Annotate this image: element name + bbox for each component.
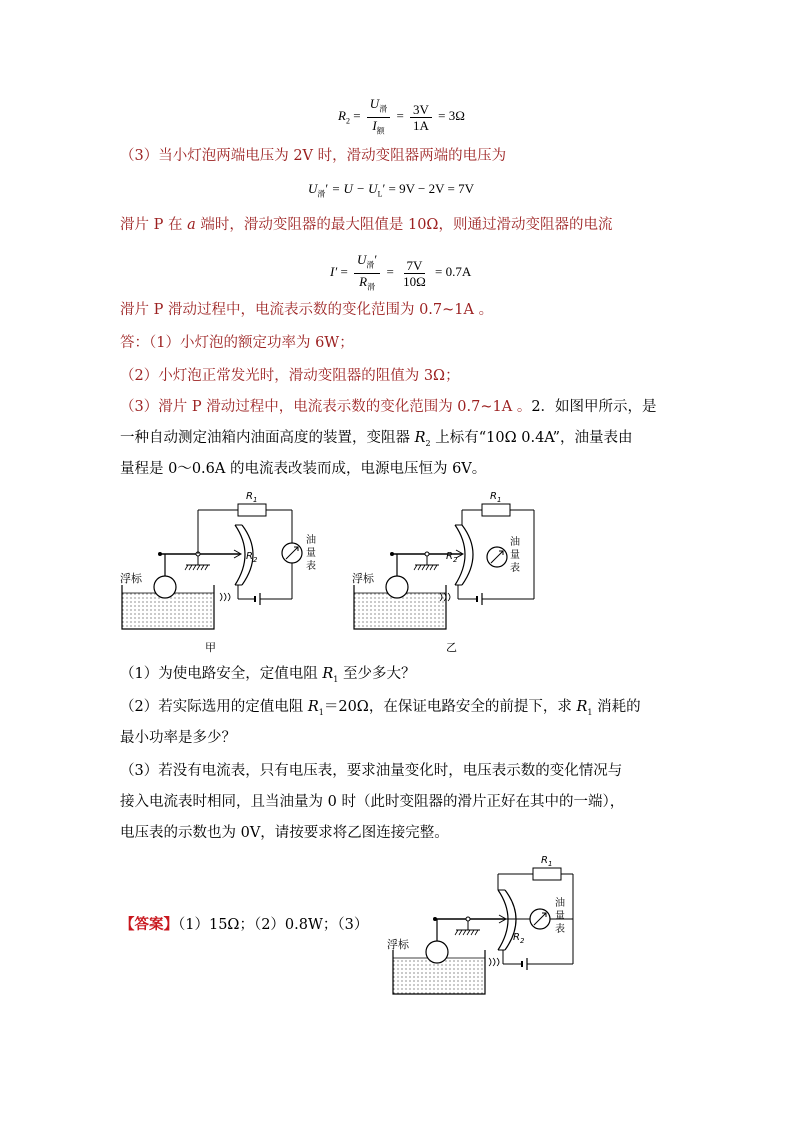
den-var: R [359, 273, 368, 289]
formula-var: U [308, 181, 318, 196]
r2-label: $R_2$ [513, 932, 525, 945]
meter-label-1: 油 [555, 898, 565, 909]
answer-line-3 [120, 397, 657, 417]
text-part: （2）若实际选用的定值电阻 [120, 699, 308, 715]
den-var: I [372, 117, 377, 133]
problem-2-line-3: 量程是 0～0.6A 的电流表改装而成，电源电压恒为 6V。 [120, 461, 487, 477]
r1-resistor [482, 504, 510, 516]
meter-label-3: 表 [555, 924, 565, 935]
var-sub: 1 [587, 707, 593, 717]
fraction [354, 252, 380, 294]
question-3-line-2: 接入电流表时相同，且当油量为 0 时（此时变阻器的滑片正好在其中的一端）， [120, 794, 625, 810]
formula-mid: = U − U [331, 181, 378, 196]
text-part: 一种自动测定油箱内油面高度的装置，变阻器 [120, 430, 415, 446]
num-var: U [357, 252, 367, 267]
r1-label: $R_1$ [490, 491, 502, 504]
italic-a: a [187, 217, 196, 233]
var-sub: 1 [318, 707, 324, 717]
den-sub: 额 [376, 126, 385, 136]
formula-sub: 滑 [317, 189, 326, 199]
var-r: R [322, 666, 334, 682]
meter-label-2: 量 [555, 911, 565, 922]
formula-sub-l: L [377, 189, 383, 199]
text-part: 至少多大？ [338, 666, 416, 682]
float-ball [426, 941, 448, 963]
caption-yi: 乙 [446, 641, 457, 654]
num-value: 7V [404, 258, 426, 274]
answer-line-2: （2）小灯泡正常发光时，滑动变阻器的阻值为 3Ω； [120, 368, 460, 384]
problem-2-start: 2．如图甲所示，是 [531, 399, 657, 415]
answer-text: （1）15Ω；（2）0.8W；（3） [178, 917, 369, 933]
line-range: 滑片 P 滑动过程中，电流表示数的变化范围为 0.7~1A 。 [120, 302, 494, 318]
fraction-values [400, 258, 429, 289]
formula-result: = 0.7A [435, 264, 472, 280]
diagram-right [352, 491, 534, 654]
r2-label: $R_2$ [446, 551, 458, 564]
den-sub: 滑 [367, 282, 376, 292]
formula-prime-b: ′ [382, 181, 386, 196]
float-ball [386, 576, 408, 598]
meter-label-2: 量 [510, 550, 520, 561]
float-ball [154, 576, 176, 598]
question-2 [120, 697, 641, 723]
float-label: 浮标 [352, 572, 374, 585]
text-part: 消耗的 [592, 699, 641, 715]
meter-label-1: 油 [306, 535, 316, 546]
diagram-left [120, 491, 316, 654]
fraction [367, 96, 390, 138]
formula-r2: $R_2$ = $\frac{U_滑}{I_额}$ = $\frac{3V}{1A}$ = 3Ω [338, 96, 465, 138]
oil-fill [354, 593, 446, 629]
answer-diagram [385, 848, 585, 1000]
caption-jia: 甲 [205, 641, 216, 654]
formula-var: I′ [330, 264, 338, 280]
var-sub: 1 [333, 674, 339, 684]
line-slider-a [120, 215, 612, 235]
den-value: 10Ω [403, 273, 426, 289]
line-3-voltage: （3）当小灯泡两端电压为 2V 时，滑动变阻器两端的电压为 [120, 148, 507, 164]
var-r: R [576, 699, 588, 715]
meter-label-1: 油 [510, 537, 520, 548]
question-1 [120, 664, 415, 690]
problem-2-line-2 [120, 428, 633, 454]
var-r: R [414, 430, 426, 446]
formula-result: = 3Ω [438, 108, 465, 124]
text-part: 滑片 P 在 [120, 217, 188, 233]
formula-current: I′ = $\frac{U_滑'}{R_滑}$ = $\frac{7V}{10\Omega}$ = 0.7A [330, 252, 471, 294]
circuit-diagrams [110, 485, 670, 655]
r1-label: $R_1$ [246, 491, 258, 504]
num-sub: 滑 [366, 260, 375, 270]
fraction-values [410, 102, 432, 133]
answer-line-1: 答：（1）小灯泡的额定功率为 6W； [120, 335, 354, 351]
r1-resistor [533, 868, 561, 880]
formula-sub: 2 [345, 116, 350, 126]
formula-var: R [338, 108, 346, 124]
formula-prime: ′ [325, 181, 329, 196]
question-3-line-3: 电压表的示数也为 0V，请按要求将乙图连接完整。 [120, 825, 449, 841]
text-part: （1）为使电路安全，定值电阻 [120, 666, 323, 682]
num-value: 3V [410, 102, 432, 118]
num-var: U [369, 96, 380, 111]
answer-line [120, 915, 368, 935]
text-part: 端时，滑动变阻器的最大阻值是 10Ω，则通过滑动变阻器的电流 [195, 217, 613, 233]
question-2-cont: 最小功率是多少？ [120, 730, 236, 746]
var-r: R [307, 699, 319, 715]
den-value: 1A [413, 117, 429, 133]
num-sub: 滑 [379, 104, 388, 114]
formula-u-slide [308, 181, 474, 200]
text-part: 上标有“10Ω 0.4A”，油量表由 [430, 430, 633, 446]
num-prime: ′ [374, 252, 378, 267]
meter-label-3: 表 [306, 561, 316, 572]
oil-fill [122, 593, 214, 629]
text-part: ＝20Ω，在保证电路安全的前提下，求 [323, 699, 577, 715]
answer-mark: 【答案】 [120, 916, 178, 933]
r1-resistor [238, 504, 266, 516]
var-sub: 2 [425, 438, 431, 448]
r1-label: $R_1$ [541, 855, 553, 868]
r2-label: $R_2$ [246, 551, 258, 564]
meter-label-3: 表 [510, 563, 520, 574]
float-label: 浮标 [120, 572, 142, 585]
meter-label-2: 量 [306, 548, 316, 559]
question-3-line-1: （3）若没有电流表，只有电压表，要求油量变化时，电压表示数的变化情况与 [120, 763, 623, 779]
formula-result: = 9V − 2V = 7V [388, 181, 474, 196]
float-label: 浮标 [387, 938, 409, 951]
answer-part: （3）滑片 P 滑动过程中，电流表示数的变化范围为 0.7~1A 。 [120, 399, 532, 415]
